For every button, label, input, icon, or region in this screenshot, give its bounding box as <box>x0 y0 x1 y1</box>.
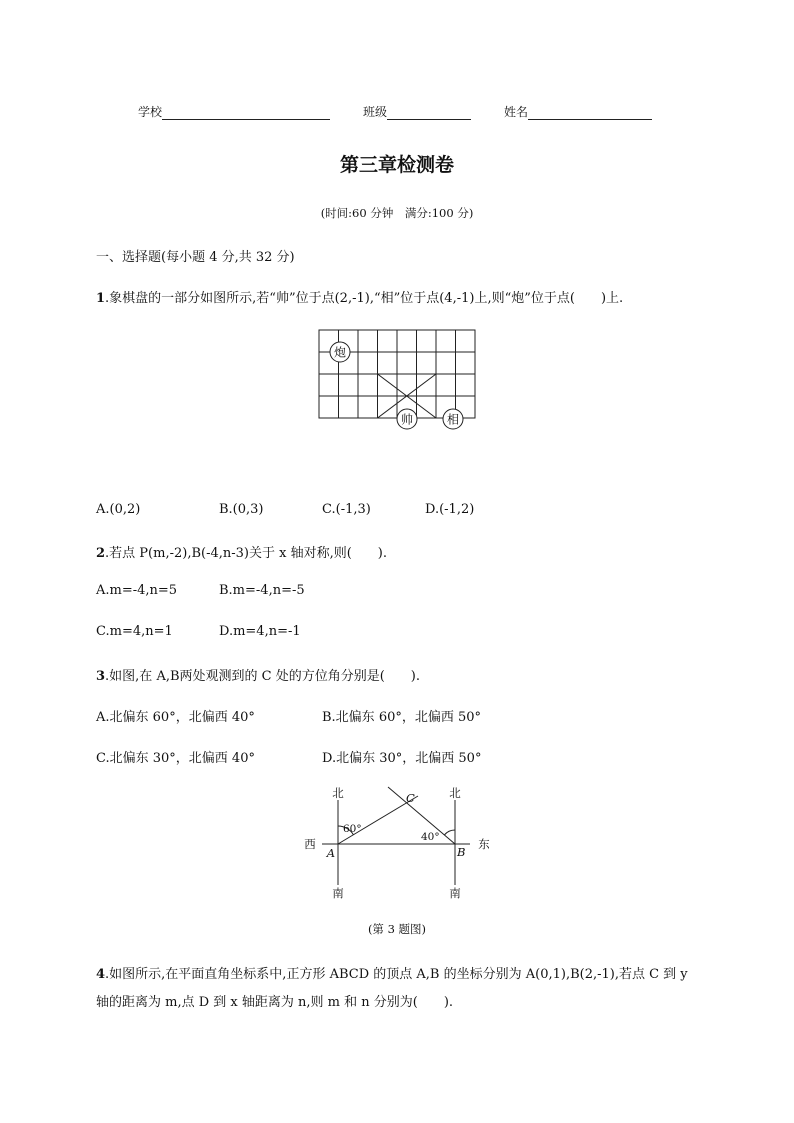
label-south-b: 南 <box>449 886 461 900</box>
label-angle-40: 40° <box>421 831 440 843</box>
label-point-a: A <box>326 846 335 860</box>
section-heading: 一、选择题(每小题 4 分,共 32 分) <box>96 250 295 265</box>
q1-option-b[interactable]: B.(0,3) <box>219 502 264 517</box>
label-west: 西 <box>304 837 316 851</box>
class-field <box>363 103 471 120</box>
label-north-b: 北 <box>449 786 461 800</box>
q1-option-a[interactable]: A.(0,2) <box>96 502 141 517</box>
class-label: 班级 <box>363 105 388 119</box>
name-blank[interactable] <box>528 105 652 120</box>
class-blank[interactable] <box>387 105 471 120</box>
page-title: 第三章检测卷 <box>339 154 454 176</box>
piece-xiang <box>443 409 463 429</box>
piece-shuai <box>397 409 417 429</box>
chessboard-figure <box>310 325 490 435</box>
piece-shuai-label: 帅 <box>400 412 414 427</box>
label-east: 东 <box>478 837 490 851</box>
piece-pao-label: 炮 <box>333 345 347 360</box>
question-text-line-1: .如图所示,在平面直角坐标系中,正方形 ABCD 的顶点 A,B 的坐标分别为 A(0,1),B(2,-1),若点 C 到 y <box>105 967 688 982</box>
q1-option-d[interactable]: D.(-1,2) <box>425 502 475 517</box>
q3-option-d[interactable]: D.北偏东 30°，北偏西 50° <box>322 751 482 766</box>
piece-pao <box>330 342 350 362</box>
exam-info: (时间:60 分钟 满分:100 分) <box>320 206 474 220</box>
name-label: 姓名 <box>504 105 529 119</box>
bearing-figure <box>290 782 500 907</box>
question-text: .如图,在 A,B两处观测到的 C 处的方位角分别是( ). <box>105 669 421 684</box>
question-text: .若点 P(m,-2),B(-4,n-3)关于 x 轴对称,则( ). <box>105 546 387 561</box>
name-field <box>504 103 652 120</box>
piece-xiang-label: 相 <box>446 412 460 427</box>
question-2 <box>96 542 387 561</box>
label-south-a: 南 <box>332 886 344 900</box>
q3-option-b[interactable]: B.北偏东 60°，北偏西 50° <box>322 710 482 725</box>
question-number: 2 <box>96 546 106 561</box>
q3-option-c[interactable]: C.北偏东 30°，北偏西 40° <box>96 751 255 766</box>
label-angle-60: 60° <box>343 823 362 835</box>
school-blank[interactable] <box>162 105 330 120</box>
question-text: .象棋盘的一部分如图所示,若“帅”位于点(2,-1),“相”位于点(4,-1)上,则“炮”位于点( )上. <box>105 291 624 306</box>
q2-option-d[interactable]: D.m=4,n=-1 <box>219 624 301 639</box>
label-north-a: 北 <box>332 786 344 800</box>
q2-option-a[interactable]: A.m=-4,n=5 <box>96 583 178 598</box>
question-number: 3 <box>96 669 106 684</box>
question-number: 4 <box>96 967 106 982</box>
angle-arc-b <box>444 830 455 835</box>
figure-caption: (第 3 题图) <box>367 922 427 936</box>
question-number: 1 <box>96 291 106 306</box>
question-1 <box>96 287 623 306</box>
question-4 <box>96 963 688 982</box>
label-point-c: C <box>406 791 415 805</box>
question-3 <box>96 665 420 684</box>
label-point-b: B <box>457 845 466 859</box>
q2-option-b[interactable]: B.m=-4,n=-5 <box>219 583 305 598</box>
q2-option-c[interactable]: C.m=4,n=1 <box>96 624 173 639</box>
question-4-continued: 轴的距离为 m,点 D 到 x 轴距离为 n,则 m 和 n 分别为( ). <box>96 995 454 1010</box>
q1-option-c[interactable]: C.(-1,3) <box>322 502 371 517</box>
school-field <box>138 103 330 120</box>
q3-option-a[interactable]: A.北偏东 60°，北偏西 40° <box>96 710 255 725</box>
school-label: 学校 <box>138 105 163 119</box>
